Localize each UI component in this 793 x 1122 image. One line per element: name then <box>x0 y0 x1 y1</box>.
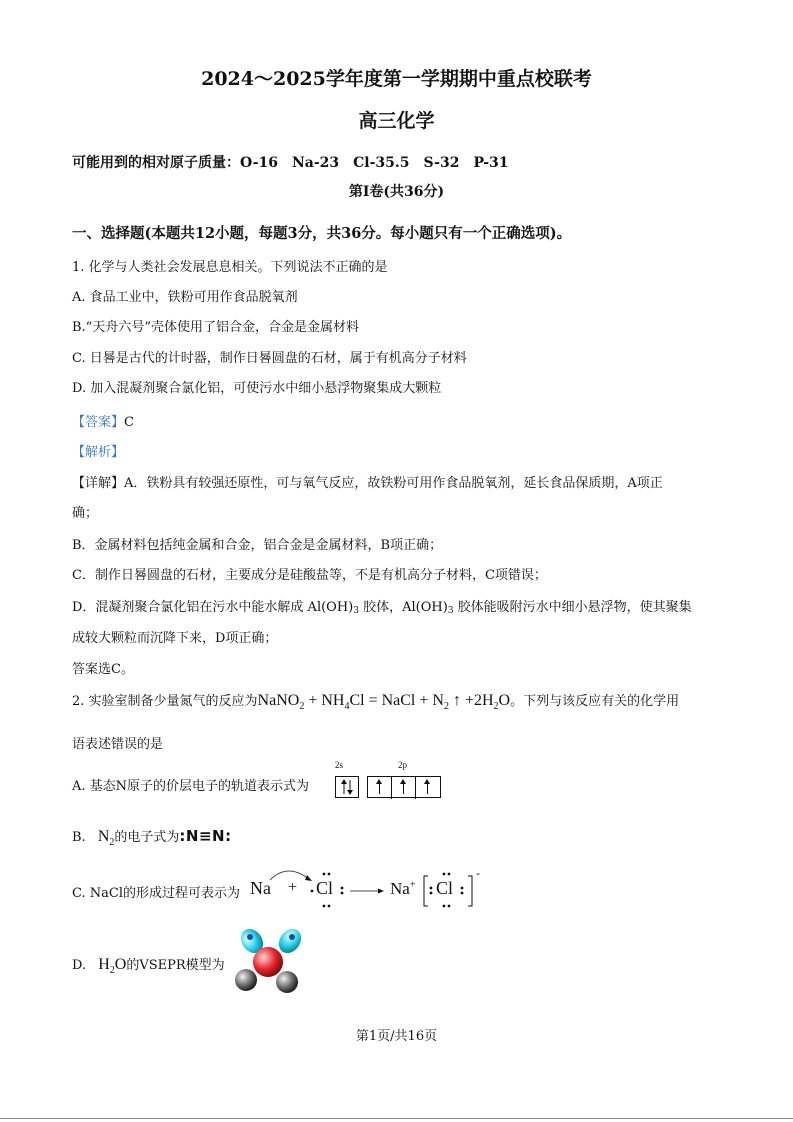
q1-option-b: B.“天舟六号”壳体使用了铝合金，合金是金属材料 <box>72 320 359 335</box>
detail-d-line2: 成较大颗粒而沉降下来，D项正确； <box>72 631 278 646</box>
q2-stem-suffix: 。下列与该反应有关的化学用 <box>510 694 680 709</box>
paired-arrows-icon <box>336 777 358 797</box>
option-b-text: 的电子式为 <box>114 830 180 845</box>
detail-a-text: A．铁粉具有较强还原性，可与氧气反应，故铁粉可用作食品脱氧剂，延长食品保质期，A项正 <box>124 476 663 491</box>
nacl-formation <box>250 866 490 910</box>
q2-stem-line1 <box>72 690 679 712</box>
volume-heading: 第Ⅰ卷(共36分) <box>348 184 445 200</box>
detail-a-line1 <box>72 472 663 491</box>
q1-option-c: C. 日晷是古代的计时器，制作日晷圆盘的石材，属于有机高分子材料 <box>72 351 467 366</box>
orbital-2p-box <box>367 776 441 798</box>
option-b-prefix: B. <box>72 830 86 845</box>
option-b-formula: $N_2$ <box>97 828 115 849</box>
cl-ion: Cl <box>436 878 454 898</box>
na-ion: Na+ <box>390 879 416 898</box>
q1-answer <box>72 411 134 430</box>
detail-d-part3: 胶体能吸附污水中细小悬浮物，使其聚集 <box>453 600 692 615</box>
nacl-formation-graphic <box>250 866 490 910</box>
vsepr-model <box>232 925 312 995</box>
q1-option-d: D. 加入混凝剂聚合氯化铝，可使污水中细小悬浮物聚集成大颗粒 <box>72 381 442 396</box>
reaction-equation: NaNO$_2$ + $NH_4Cl$ = NaCl + $N_2$ ↑ $+2H_2O$ <box>257 692 511 713</box>
q2-option-a: A. 基态N原子的价层电子的轨道表示式为 <box>72 779 310 794</box>
q1-stem: 1. 化学与人类社会发展息息相关。下列说法不正确的是 <box>72 260 388 275</box>
section-heading: 一、选择题(本题共12小题，每题3分，共36分。每小题只有一个正确选项)。 <box>72 225 572 242</box>
detail-d-part1: D．混凝剂聚合氯化铝在污水中能水解成 Al(OH) <box>72 600 354 615</box>
detail-d-sub1: 3 <box>353 606 359 616</box>
detail-a-line2: 确； <box>72 506 99 521</box>
q2-option-c: C. NaCl的形成过程可表示为 <box>72 886 240 901</box>
cl-ion-charge: - <box>476 866 480 880</box>
q2-stem-prefix: 2. 实验室制备少量氮气的反应为 <box>72 694 258 709</box>
orbital-2p-cell <box>392 777 416 799</box>
orbital-label-2s: 2s <box>335 760 344 770</box>
page-number: 第1页/共16页 <box>355 1029 438 1044</box>
q2-option-d <box>72 954 225 976</box>
detail-d-sub2: 3 <box>447 606 454 616</box>
answer-label: 【答案】 <box>72 415 125 430</box>
up-arrow-icon <box>427 780 428 794</box>
orbital-2p-cell <box>368 777 392 799</box>
plus-sign: + <box>288 879 298 896</box>
bottom-divider <box>0 1118 793 1119</box>
orbital-2p-cell <box>416 777 440 799</box>
detail-c: C．制作日晷圆盘的石材，主要成分是硅酸盐等，不是有机高分子材料，C项错误； <box>72 568 547 583</box>
option-d-formula: $H_2O$ <box>98 956 127 977</box>
detail-label: 【详解】 <box>72 476 125 491</box>
up-arrow-icon <box>403 780 404 794</box>
cl-atom: Cl <box>316 878 334 898</box>
option-d-text: 的VSEPR模型为 <box>126 958 225 973</box>
n2-electron-formula: :N≡N: <box>179 827 232 845</box>
detail-d-part2: 胶体，Al(OH) <box>358 600 448 615</box>
atomic-masses: 可能用到的相对原子质量：O-16 Na-23 Cl-35.5 S-32 P-31 <box>72 155 509 171</box>
orbital-label-2p: 2p <box>398 760 407 770</box>
option-d-prefix: D. <box>72 958 87 973</box>
q1-option-a: A. 食品工业中，铁粉可用作食品脱氧剂 <box>72 290 298 305</box>
q1-conclusion: 答案选C。 <box>72 662 134 677</box>
orbital-diagram <box>335 776 441 798</box>
analysis-label: 【解析】 <box>72 445 125 460</box>
q2-option-b <box>72 826 232 848</box>
answer-value: C <box>124 415 134 430</box>
detail-d-line1 <box>72 596 692 616</box>
up-arrow-icon <box>379 780 380 794</box>
subject-title: 高三化学 <box>358 110 435 132</box>
vsepr-molecule-icon <box>232 925 312 995</box>
exam-title: 2024～2025学年度第一学期期中重点校联考 <box>201 68 592 90</box>
na-atom: Na <box>250 878 271 898</box>
q2-stem-line2: 语表述错误的是 <box>72 737 164 752</box>
detail-b: B．金属材料包括纯金属和合金，铝合金是金属材料，B项正确； <box>72 538 443 553</box>
orbital-2s-box <box>335 776 359 798</box>
